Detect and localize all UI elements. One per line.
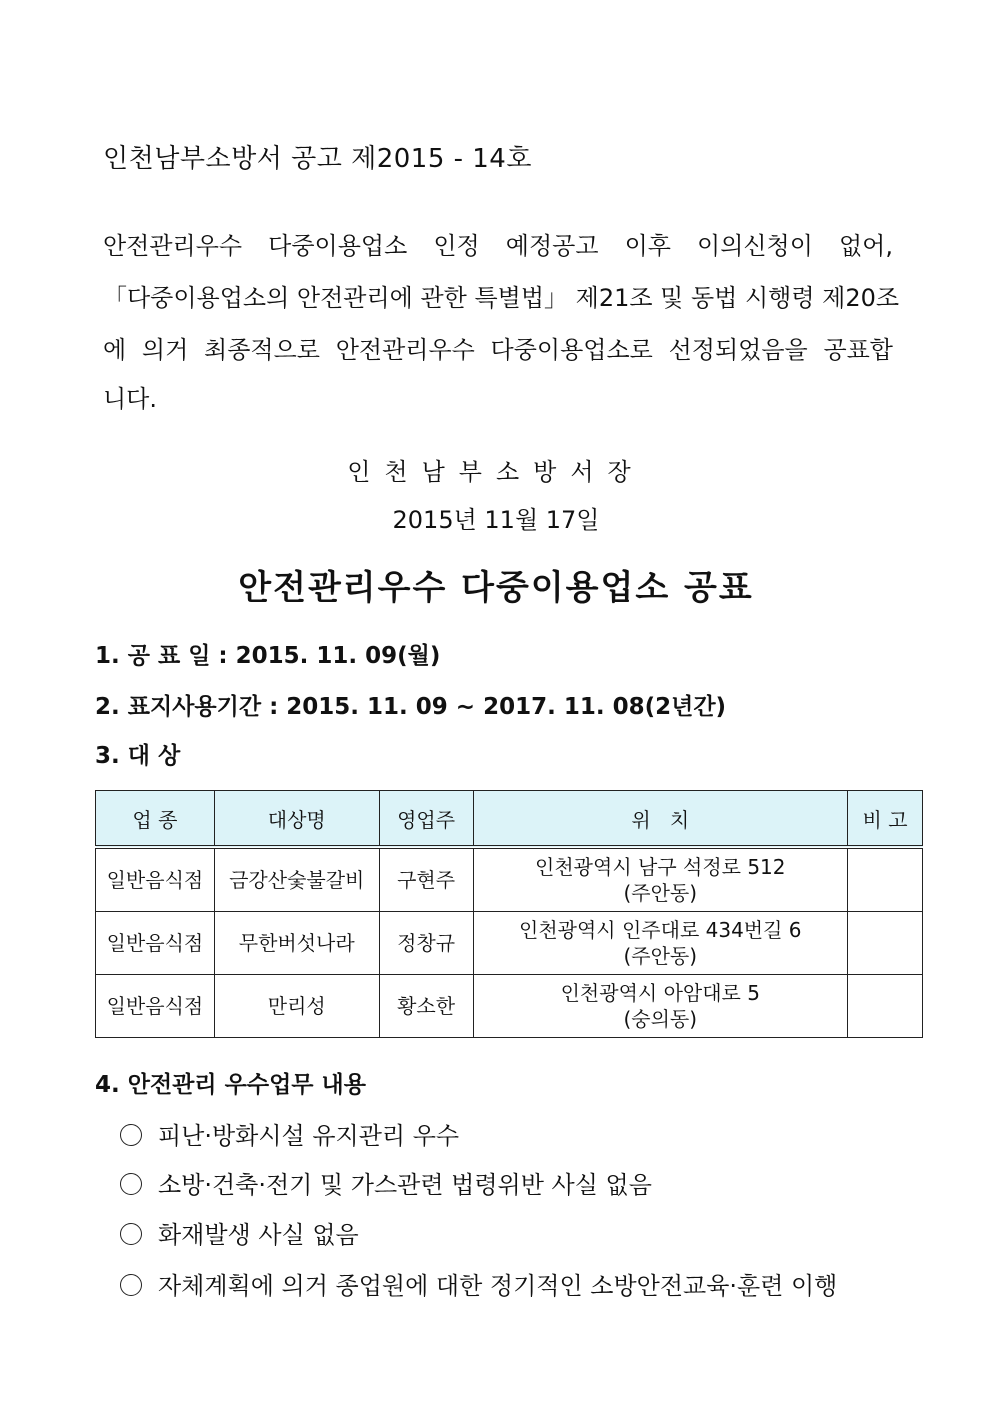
circle-bullet-icon — [120, 1124, 142, 1146]
address-line: 인천광역시 아암대로 5 — [560, 981, 760, 1005]
cell-location — [473, 847, 848, 912]
bullet-text: 피난·방화시설 유지관리 우수 — [158, 1122, 460, 1150]
body-line-3: 에 의거 최종적으로 안전관리우수 다중이용업소로 선정되었음을 공표합 — [103, 336, 893, 364]
document-title: 안전관리우수 다중이용업소 공표 — [238, 568, 754, 608]
table-row — [96, 847, 923, 912]
cell-name: 무한버섯나라 — [214, 912, 379, 975]
address-line: 인천광역시 인주대로 434번길 6 — [519, 918, 802, 942]
bullet-text: 소방·건축·전기 및 가스관련 법령위반 사실 없음 — [158, 1171, 652, 1199]
cell-location — [473, 975, 848, 1038]
content-item: 4. 안전관리 우수업무 내용 — [95, 1072, 366, 1098]
cell-type: 일반음식점 — [96, 847, 215, 912]
cell-owner: 구현주 — [379, 847, 473, 912]
bullet-item — [120, 1215, 359, 1250]
header-name: 대상명 — [214, 791, 379, 848]
body-line-1: 안전관리우수 다중이용업소 인정 예정공고 이후 이의신청이 없어, — [103, 232, 893, 260]
issue-date: 2015년 11월 17일 — [392, 506, 600, 534]
cell-owner: 황소한 — [379, 975, 473, 1038]
cell-note — [848, 975, 923, 1038]
sign-period-item: 2. 표지사용기간 : 2015. 11. 09 ~ 2017. 11. 08(2년간) — [95, 694, 727, 720]
header-owner: 영업주 — [379, 791, 473, 848]
address-dong: (숭의동) — [623, 1007, 698, 1031]
address-line: 인천광역시 남구 석정로 512 — [535, 855, 786, 879]
address-dong: (주안동) — [623, 944, 698, 968]
cell-note — [848, 912, 923, 975]
cell-note — [848, 847, 923, 912]
bullet-item — [120, 1266, 837, 1301]
table-row — [96, 975, 923, 1038]
cell-type: 일반음식점 — [96, 912, 215, 975]
header-note: 비 고 — [848, 791, 923, 848]
cell-location — [473, 912, 848, 975]
bullet-item — [120, 1116, 459, 1151]
body-line-2: 「다중이용업소의 안전관리에 관한 특별법」 제21조 및 동법 시행령 제20조 — [103, 284, 900, 312]
table-row — [96, 912, 923, 975]
table-header-row — [96, 791, 923, 848]
bullet-text: 자체계획에 의거 종업원에 대한 정기적인 소방안전교육·훈련 이행 — [158, 1272, 838, 1300]
header-type: 업 종 — [96, 791, 215, 848]
body-line-4: 니다. — [103, 385, 157, 413]
notice-number: 인천남부소방서 공고 제2015 - 14호 — [103, 144, 532, 174]
target-table — [95, 790, 923, 1038]
issuer-name: 인천남부소방서장 — [347, 458, 645, 486]
header-location: 위 치 — [473, 791, 848, 848]
circle-bullet-icon — [120, 1274, 142, 1296]
bullet-item — [120, 1165, 652, 1200]
address-dong: (주안동) — [623, 881, 698, 905]
cell-type: 일반음식점 — [96, 975, 215, 1038]
cell-owner: 정창규 — [379, 912, 473, 975]
cell-name: 만리성 — [214, 975, 379, 1038]
target-item: 3. 대 상 — [95, 743, 181, 769]
cell-name: 금강산숯불갈비 — [214, 847, 379, 912]
circle-bullet-icon — [120, 1223, 142, 1245]
circle-bullet-icon — [120, 1173, 142, 1195]
bullet-text: 화재발생 사실 없음 — [158, 1221, 359, 1249]
announce-date-item: 1. 공 표 일 : 2015. 11. 09(월) — [95, 643, 441, 669]
